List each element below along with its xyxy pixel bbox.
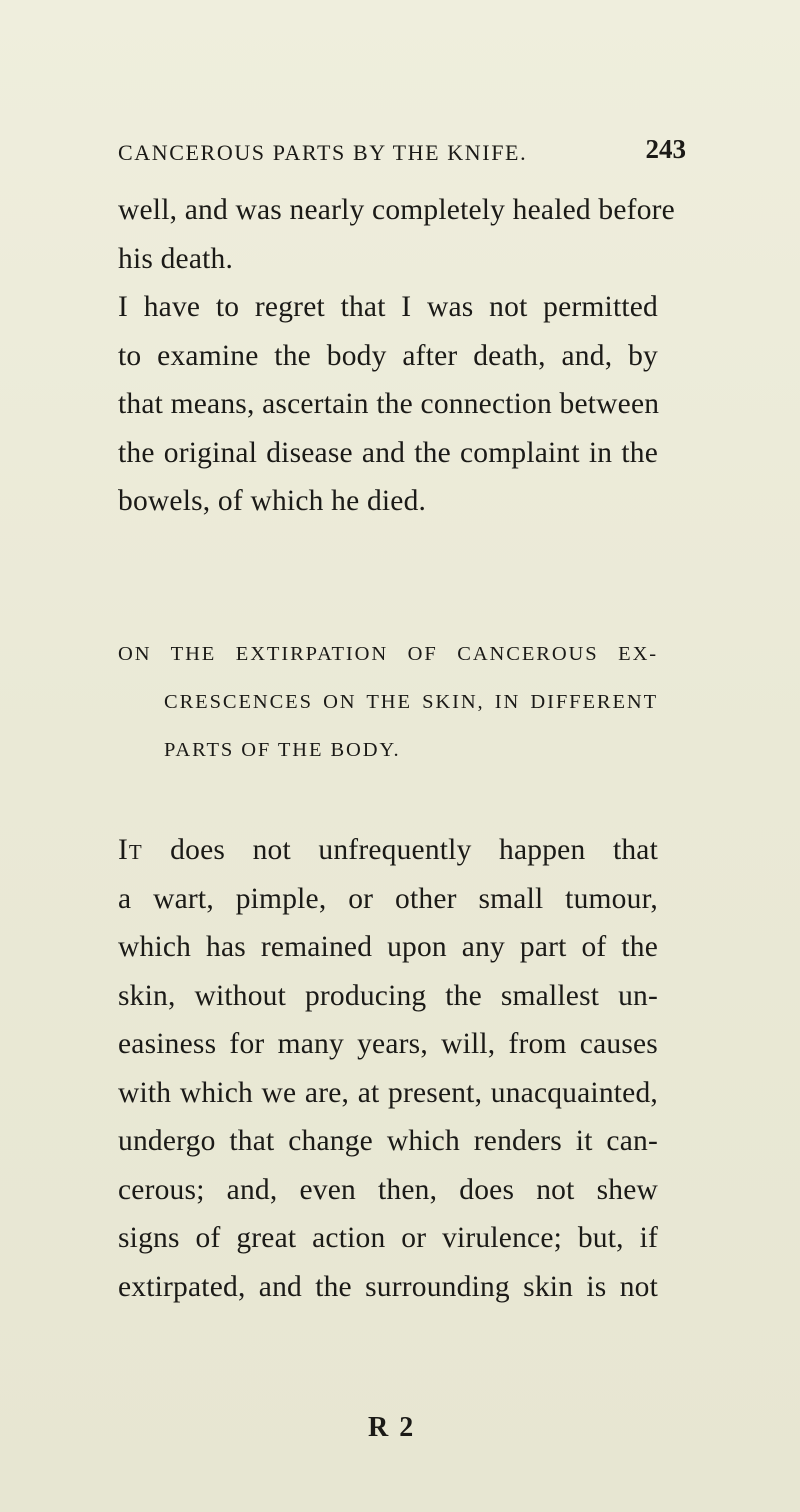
text-line: the original disease and the complaint in the	[118, 436, 658, 469]
paragraph-extirpation	[118, 826, 658, 1311]
paragraph-regret	[118, 283, 658, 526]
text-line: bowels, of which he died.	[118, 485, 427, 517]
text-line: which has remained upon any part of the	[118, 931, 658, 963]
heading-line: PARTS OF THE BODY.	[164, 739, 401, 761]
first-line-rest: does not unfrequently happen that	[142, 834, 658, 866]
heading-line: CRESCENCES ON THE SKIN, IN DIFFERENT	[164, 691, 658, 713]
text-line-first	[118, 826, 658, 875]
text-line: easiness for many years, will, from causes	[118, 1028, 658, 1060]
text-line: well, and was nearly completely healed before	[118, 194, 675, 226]
text-line: cerous; and, even then, does not shew	[118, 1173, 658, 1206]
text-line: undergo that change which renders it can-	[118, 1125, 658, 1157]
paragraph-continuation	[118, 186, 675, 283]
page-number: 243	[645, 134, 686, 164]
text-line: his death.	[118, 242, 234, 275]
text-line: that means, ascertain the connection between	[118, 388, 660, 420]
text-line: I have to regret that I was not permitted	[118, 291, 658, 323]
text-line: to examine the body after death, and, by	[118, 339, 658, 372]
running-head-title: CANCEROUS PARTS BY THE KNIFE.	[118, 140, 528, 165]
heading-line: ON THE EXTIRPATION OF CANCEROUS EX-	[118, 643, 658, 665]
signature-mark: R 2	[368, 1412, 416, 1443]
text-line: signs of great action or virulence; but, if	[118, 1222, 658, 1254]
text-line: a wart, pimple, or other small tumour,	[118, 882, 658, 915]
text-line: with which we are, at present, unacquainted,	[118, 1076, 658, 1109]
section-heading	[118, 630, 658, 774]
text-line: skin, without producing the smallest un-	[118, 979, 658, 1012]
opening-word: It	[118, 834, 143, 866]
text-line: extirpated, and the surrounding skin is not	[118, 1270, 658, 1303]
